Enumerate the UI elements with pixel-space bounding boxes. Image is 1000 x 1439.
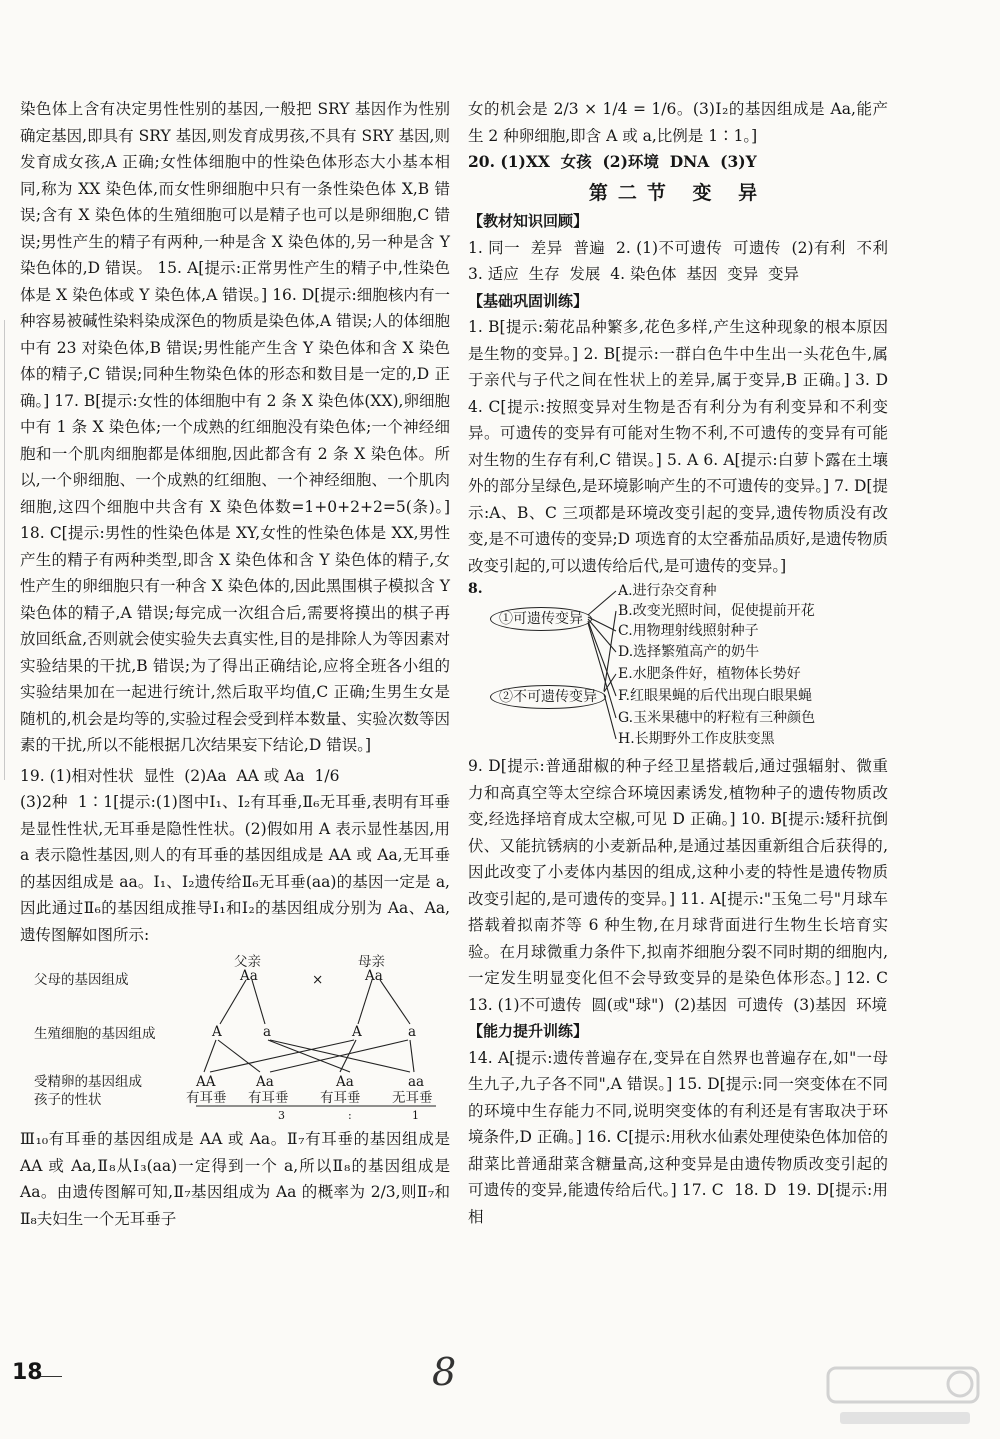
ratio-separator: : [348,1109,352,1122]
child-trait: 有耳垂 [186,1090,227,1106]
section-heading-basic: 【基础巩固训练】 [468,291,589,310]
section-title: 第二节 变 异 [588,181,768,204]
answer-19-explanation: (3)2种 1∶1[提示:(1)图中Ⅰ₁、Ⅰ₂有耳垂,Ⅱ₆无耳垂,表明有耳垂是显性性状,无耳垂是隐性性状。(2)假如用 A 表示显性基因,用 a 表示隐性基因,则人的有耳垂的基因组成是 AA 或 Aa,无耳垂的基因组成是 aa。Ⅰ₁、Ⅰ₂遗传给Ⅱ₆无耳垂(aa)的基因一定是 a,因此通过Ⅱ₆的基因组成推导Ⅰ₁和Ⅰ₂的基因组成分别为 Aa、Aa,遗传图解如图所示: [20,793,455,944]
child-trait: 有耳垂 [320,1090,361,1106]
gametes-label: 生殖细胞的基因组成 [34,1026,156,1042]
ratio-left: 3 [278,1109,285,1122]
genetics-pedigree-diagram [20,954,450,1122]
answer-20: 20. (1)XX 女孩 (2)环境 DNA (3)Y [468,152,757,171]
ratio-right: 1 [412,1109,419,1122]
match-option: G.玉米果穗中的籽粒有三种颜色 [618,710,816,726]
match-option: B.改变光照时间，促使提前开花 [618,603,815,619]
zygote-genotype: AA [196,1074,216,1090]
trait-label: 孩子的性状 [34,1092,102,1108]
mother-label: 母亲 [358,954,385,970]
mother-genotype: Aa [365,968,383,984]
zygote-genotype: Aa [256,1074,274,1090]
father-label: 父亲 [234,954,261,970]
watermark-logo [820,1362,990,1432]
gamete: a [263,1024,272,1040]
match-option: F.红眼果蝇的后代出现白眼果蝇 [618,688,812,704]
father-genotype: Aa [240,968,258,984]
question-8-label: 8. [468,581,483,597]
gamete: A [212,1024,222,1040]
zygote-genotype: aa [408,1074,425,1090]
gamete: A [352,1024,362,1040]
answer-text-block: 染色体上含有决定男性性别的基因,一般把 SRY 基因作为性别确定基因,即具有 SRY 基因,则发育成男孩,不具有 SRY 基因,则发育成女孩,A 正确;女性体细胞中的性染色体形态大小基本相同,称为 XX 染色体,而女性卵细胞中只有一条性染色体 X,B 错误;含有 X 染色体的生殖细胞可以是精子也可以是卵细胞,C 错误;男性产生的精子有两种,一种是含 X 染色体的,另一种是含 Y 染色体的,D 错误。 15. A[提示:正常男性产生的精子中,性染色体是 X 染色体或 Y 染色体,A 错误。] 16. D[提示:细胞核内有一种容易被碱性染料染成深色的物质是染色体,A 错误;人的体细胞中有 23 对染色体,B 错误;男性能产生含 Y 染色体和含 X 染色体的精子,C 错误;同种生物染色体的形态和数目是一定的,D 正确。] 17. B[提示:女性的体细胞中有 2 条 X 染色体(XX),卵细胞中有 1 条 X 染色体;一个成熟的红细胞没有染色体;一个神经细胞和一个肌肉细胞都是体细胞,因此都含有 2 条 X 染色体。所以,一个卵细胞、一个成熟的红细胞、一个神经细胞、一个肌肉细胞,这四个细胞中共含有 X 染色体数=1+0+2+2=5(条)。] 18. C[提示:男性的性染色体是 XY,女性的性染色体是 XX,男性产生的精子有两种类型,即含 X 染色体和含 Y 染色体的精子,女性产生的卵细胞只有一种含 X 染色体的,因此黑围棋子模拟含 Y 染色体的精子,A 错误;每完成一次组合后,需要将摸出的棋子再放回纸盒,否则就会使实验失去真实性,目的是排除人为等因素对实验结果的干扰,B 错误;为了得出正确结论,应将全班各小组的实验结果加在一起进行统计,然后取平均值,C 正确;生男生女是随机的,机会是均等的,实验过程会受到样本数量、实验次数等因素的干扰,所以不能根据几次结果妄下结论,D 错误。] [20,100,455,754]
cross-symbol: × [312,972,324,988]
answer-19-end: 女的机会是 2/3 × 1/4 = 1/6。(3)Ⅰ₂的基因组成是 Aa,能产生 2 种卵细胞,即含 A 或 a,比例是 1∶1。] [468,100,888,145]
variation-matching-diagram [468,581,888,749]
match-option: E.水肥条件好，植物体长势好 [618,666,801,682]
zygote-genotype: Aa [336,1074,354,1090]
parents-genotype-label: 父母的基因组成 [34,972,129,988]
handwritten-mark: 8 [432,1350,457,1394]
right-column [468,96,898,1230]
match-option: H.长期野外工作皮肤变黑 [618,731,775,747]
match-option: A.进行杂交育种 [618,583,717,599]
advanced-answers: 14. A[提示:遗传普遍存在,变异在自然界也普遍存在,如"一母生九子,九子各不同",A 错误。] 15. D[提示:同一突变体在不同的环境中生存能力不同,说明突变体的有利还是有害取决于环境条件,D 正确。] 16. C[提示:用秋水仙素处理使染色体加倍的甜菜比普通甜菜含糖量高,这种变异是由遗传物质改变引起的可遗传的变异,能遗传给后代。] 17. C 18. D 19. D[提示:用相 [468,1048,888,1226]
section-heading-review: 【教材知识回顾】 [468,212,589,230]
match-option: D.选择繁殖高产的奶牛 [618,644,760,660]
nonheritable-variation-node: ②不可遗传变异 [490,685,606,709]
page-number-rule [40,1376,62,1377]
match-option: C.用物理射线照射种子 [618,623,759,639]
heritable-variation-node: ①可遗传变异 [490,607,592,631]
child-trait: 无耳垂 [392,1090,433,1106]
gamete: a [408,1024,417,1040]
child-trait: 有耳垂 [248,1090,289,1106]
basic-answers-2: 9. D[提示:普通甜椒的种子经卫星搭载后,通过强辐射、微重力和高真空等太空综合环境因素诱发,植物种子的遗传物质改变,经选择培育成太空椒,可见 D 正确。] 10. B[提示:矮秆抗倒伏、又能抗锈病的小麦新品种,是通过基因重新组合后获得的,因此改变了小麦体内基因的组成,这种小麦的特性是遗传物质改变引起的,是可遗传的变异。] 11. A[提示:"玉兔二号"月球车搭载着拟南芥等 6 种生物,在月球背面进行生物生长培育实验。在月球微重力条件下,拟南芥细胞分裂不同时期的细胞内,一定发生明显变化但不会导致变异的是染色体形态。] 12. C 13. (1)不可遗传 圆(或"球") (2)基因 可遗传 (3)基因 环境 [468,757,898,1014]
page-number: 18 [12,1360,43,1385]
zygote-label: 受精卵的基因组成 [34,1074,142,1090]
answer-19: 19. (1)相对性状 显性 (2)Aa AA 或 Aa 1/6 [20,766,340,785]
review-answers: 1. 同一 差异 普遍 2. (1)不可遗传 可遗传 (2)有利 不利 3. 适应 生存 发展 4. 染色体 基因 变异 变异 [468,238,898,283]
answer-19-continued: Ⅲ₁₀有耳垂的基因组成是 AA 或 Aa。Ⅱ₇有耳垂的基因组成是 AA 或 Aa,Ⅱ₈从Ⅰ₃(aa)一定得到一个 a,所以Ⅱ₈的基因组成是 Aa。由遗传图解可知,Ⅱ₇基因组成为 Aa 的概率为 2/3,则Ⅱ₇和Ⅱ₈夫妇生一个无耳垂子 [20,1130,455,1228]
margin-rule [4,320,5,780]
section-heading-advanced: 【能力提升训练】 [468,1022,589,1040]
basic-answers-1: 1. B[提示:菊花品种繁多,花色多样,产生这种现象的根本原因是生物的变异。] 2. B[提示:一群白色牛中生出一头花色牛,属于亲代与子代之间在性状上的差异,属于变异,B 正确。] 3. D 4. C[提示:按照变异对生物是否有利分为有利变异和不利变异。可遗传的变异有可能对生物不利,不可遗传的变异有可能对生物的生存有利,C 错误。] 5. A 6. A[提示:白萝卜露在土壤外的部分呈绿色,是环境影响产生的不可遗传的变异。] 7. D[提示:A、B、C 三项都是环境改变引起的变异,遗传物质没有改变,是不可遗传的变异;D 项选育的太空番茄品质好,是遗传物质改变引起的,可以遗传给后代,是可遗传的变异。] [468,318,893,575]
left-column [20,96,455,1232]
